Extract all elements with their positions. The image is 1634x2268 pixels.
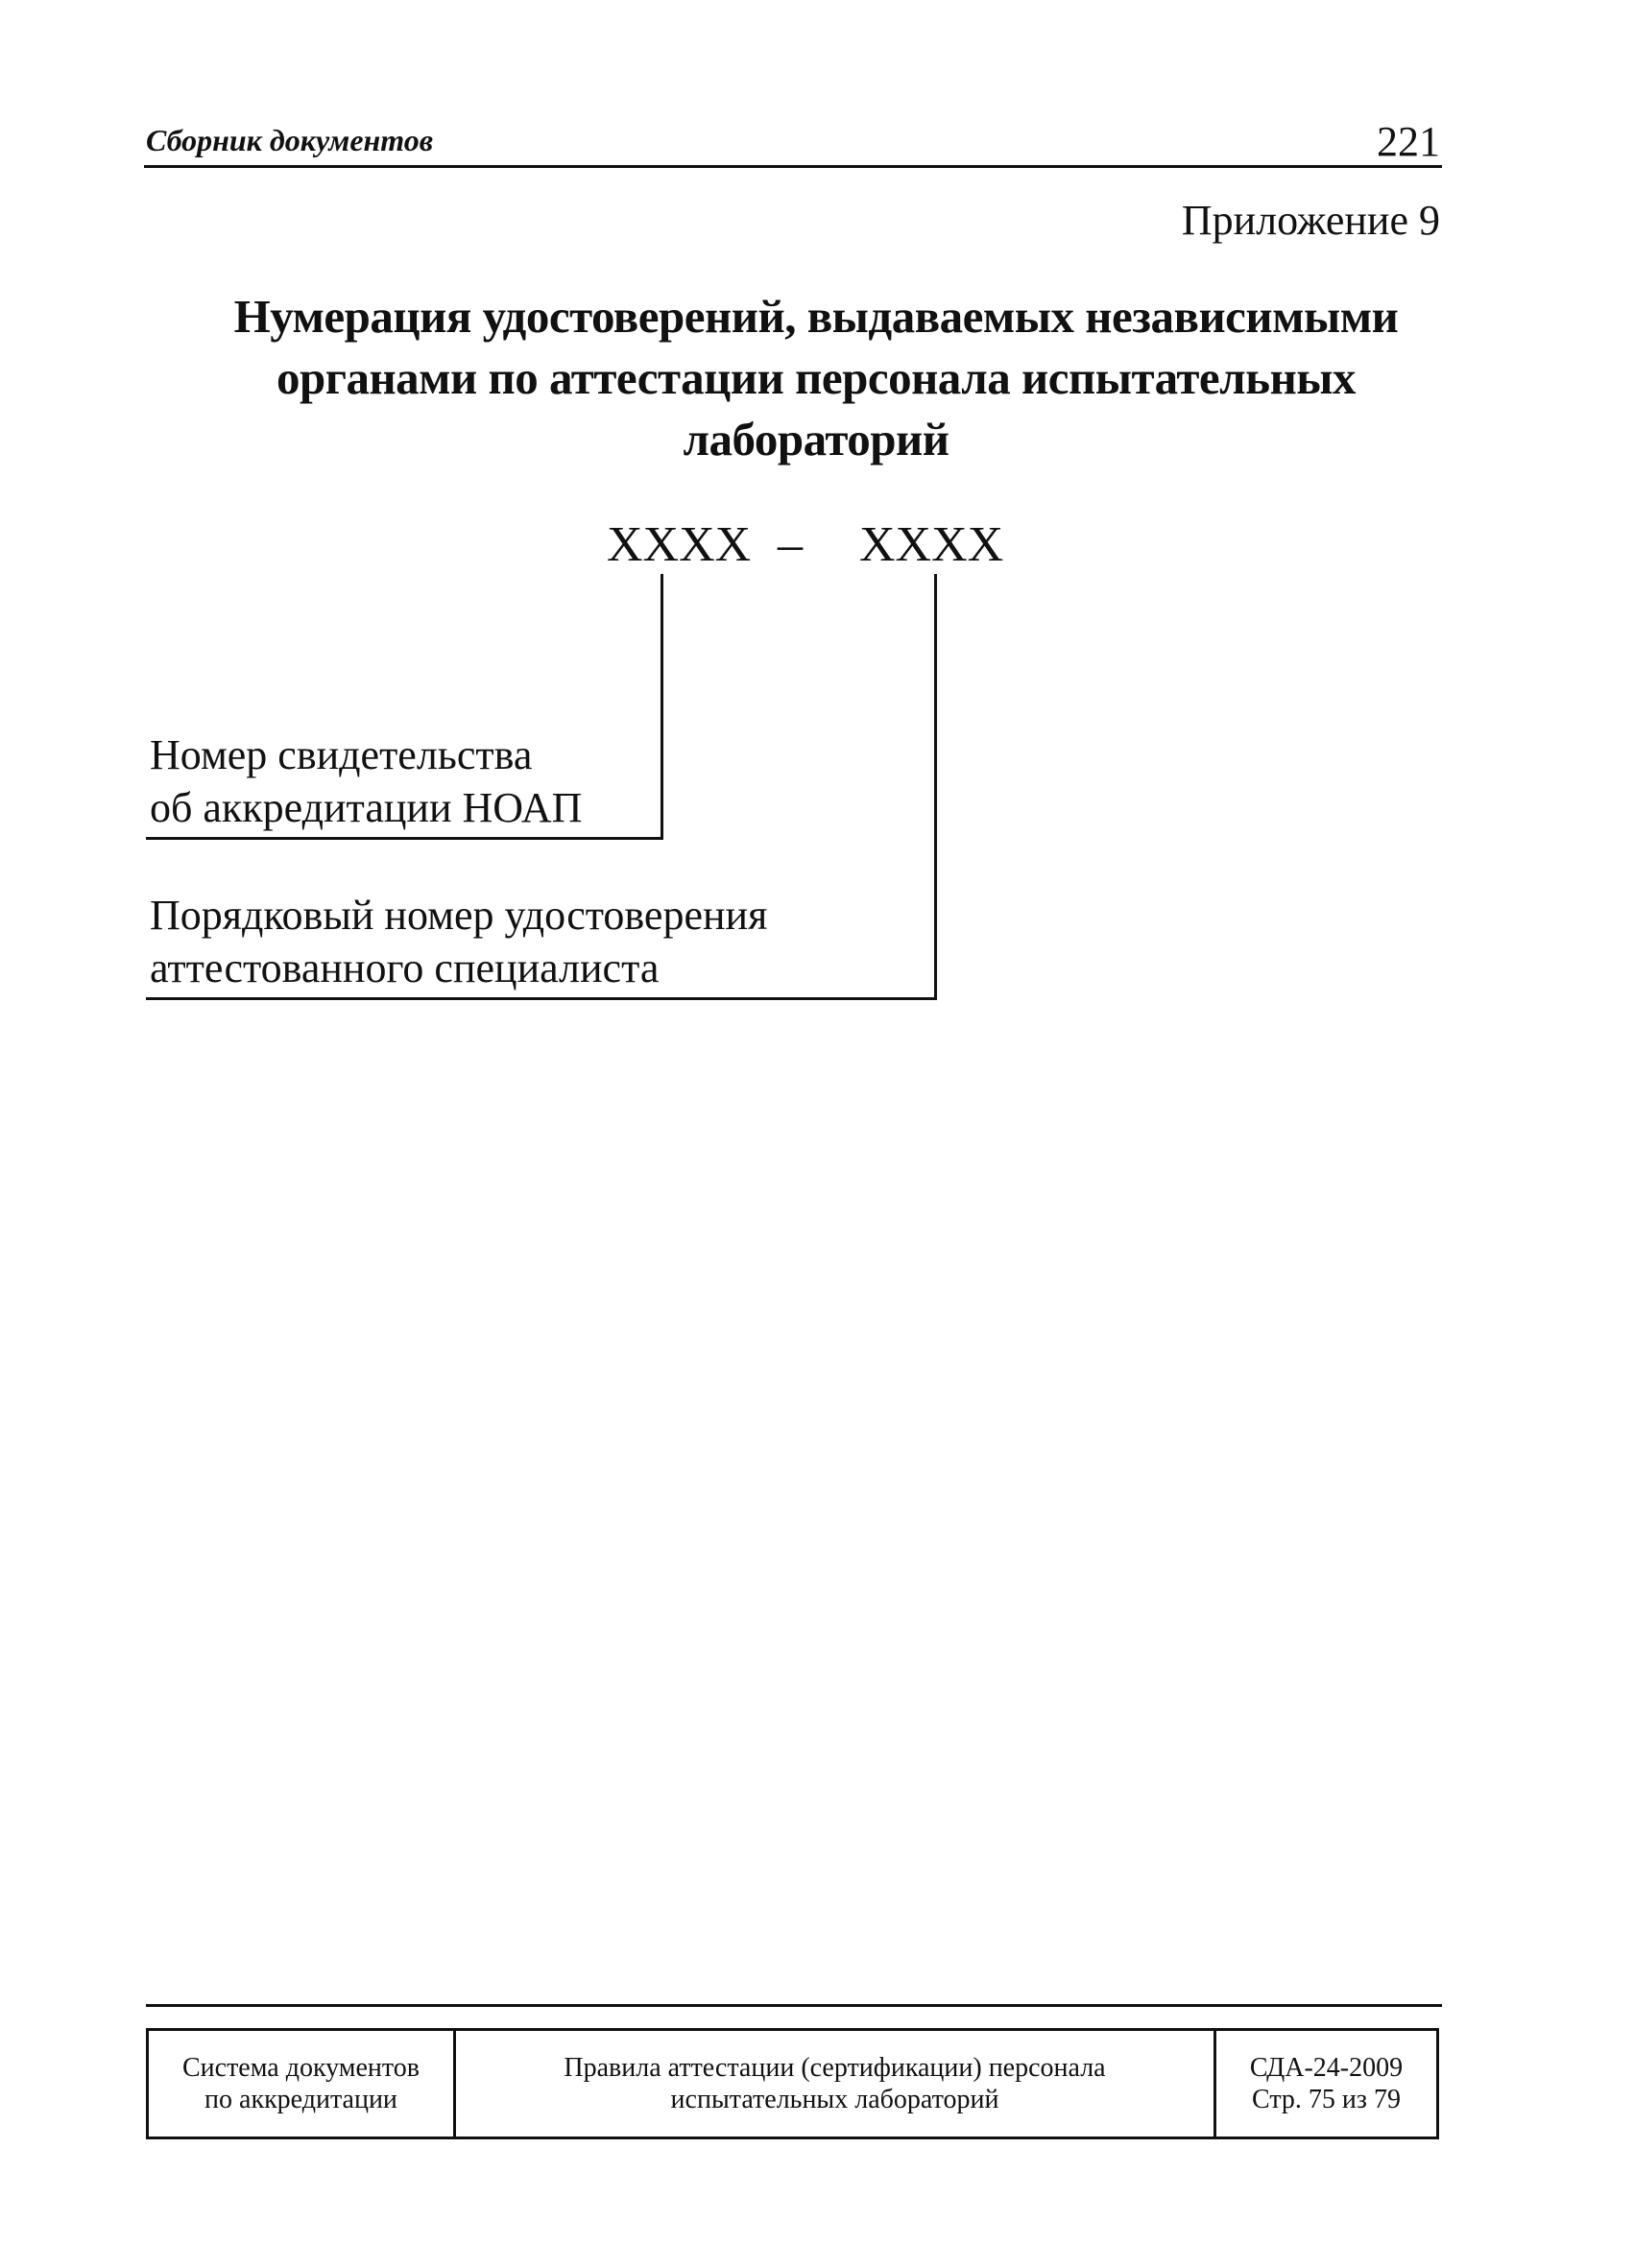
explanation-line: аттестованного специалиста xyxy=(150,944,660,991)
footer-text-line: Стр. 75 из 79 xyxy=(1252,2085,1401,2114)
leader-line-accreditation-horizontal xyxy=(146,837,663,840)
format-part-accreditation: XXXX xyxy=(607,517,752,572)
page-title xyxy=(192,286,1440,470)
explanation-serial-number xyxy=(150,889,767,994)
leader-line-serial-horizontal xyxy=(146,997,937,1000)
footer-text-line: Правила аттестации (сертификации) персонала xyxy=(564,2053,1106,2083)
format-separator: – xyxy=(778,517,803,572)
explanation-line: Порядковый номер удостоверения xyxy=(150,892,768,939)
footer-system-cell xyxy=(149,2031,456,2137)
footer-table xyxy=(146,2028,1439,2139)
footer-divider xyxy=(146,2004,1442,2007)
explanation-accreditation-number xyxy=(150,728,582,834)
leader-line-serial-vertical xyxy=(934,574,937,999)
footer-document-title-cell xyxy=(456,2031,1216,2137)
running-header-title: Сборник документов xyxy=(146,123,434,157)
appendix-label: Приложение 9 xyxy=(1181,197,1440,244)
footer-text-line: СДА-24-2009 xyxy=(1249,2053,1404,2083)
title-line: лабораторий xyxy=(683,413,949,466)
footer-text-line: по аккредитации xyxy=(204,2085,397,2114)
explanation-line: Номер свидетельства xyxy=(150,731,533,778)
title-line: Нумерация удостоверений, выдаваемых независимыми xyxy=(233,290,1399,343)
footer-text-line: Система документов xyxy=(181,2053,420,2083)
explanation-line: об аккредитации НОАП xyxy=(150,784,583,831)
header-divider xyxy=(144,165,1442,168)
footer-document-code-cell xyxy=(1216,2031,1436,2137)
footer-text-line: испытательных лабораторий xyxy=(670,2085,999,2114)
page-number: 221 xyxy=(1377,118,1440,165)
leader-line-accreditation-vertical xyxy=(661,574,663,838)
title-line: органами по аттестации персонала испытательных xyxy=(276,351,1357,404)
format-part-serial: XXXX xyxy=(859,517,1004,572)
